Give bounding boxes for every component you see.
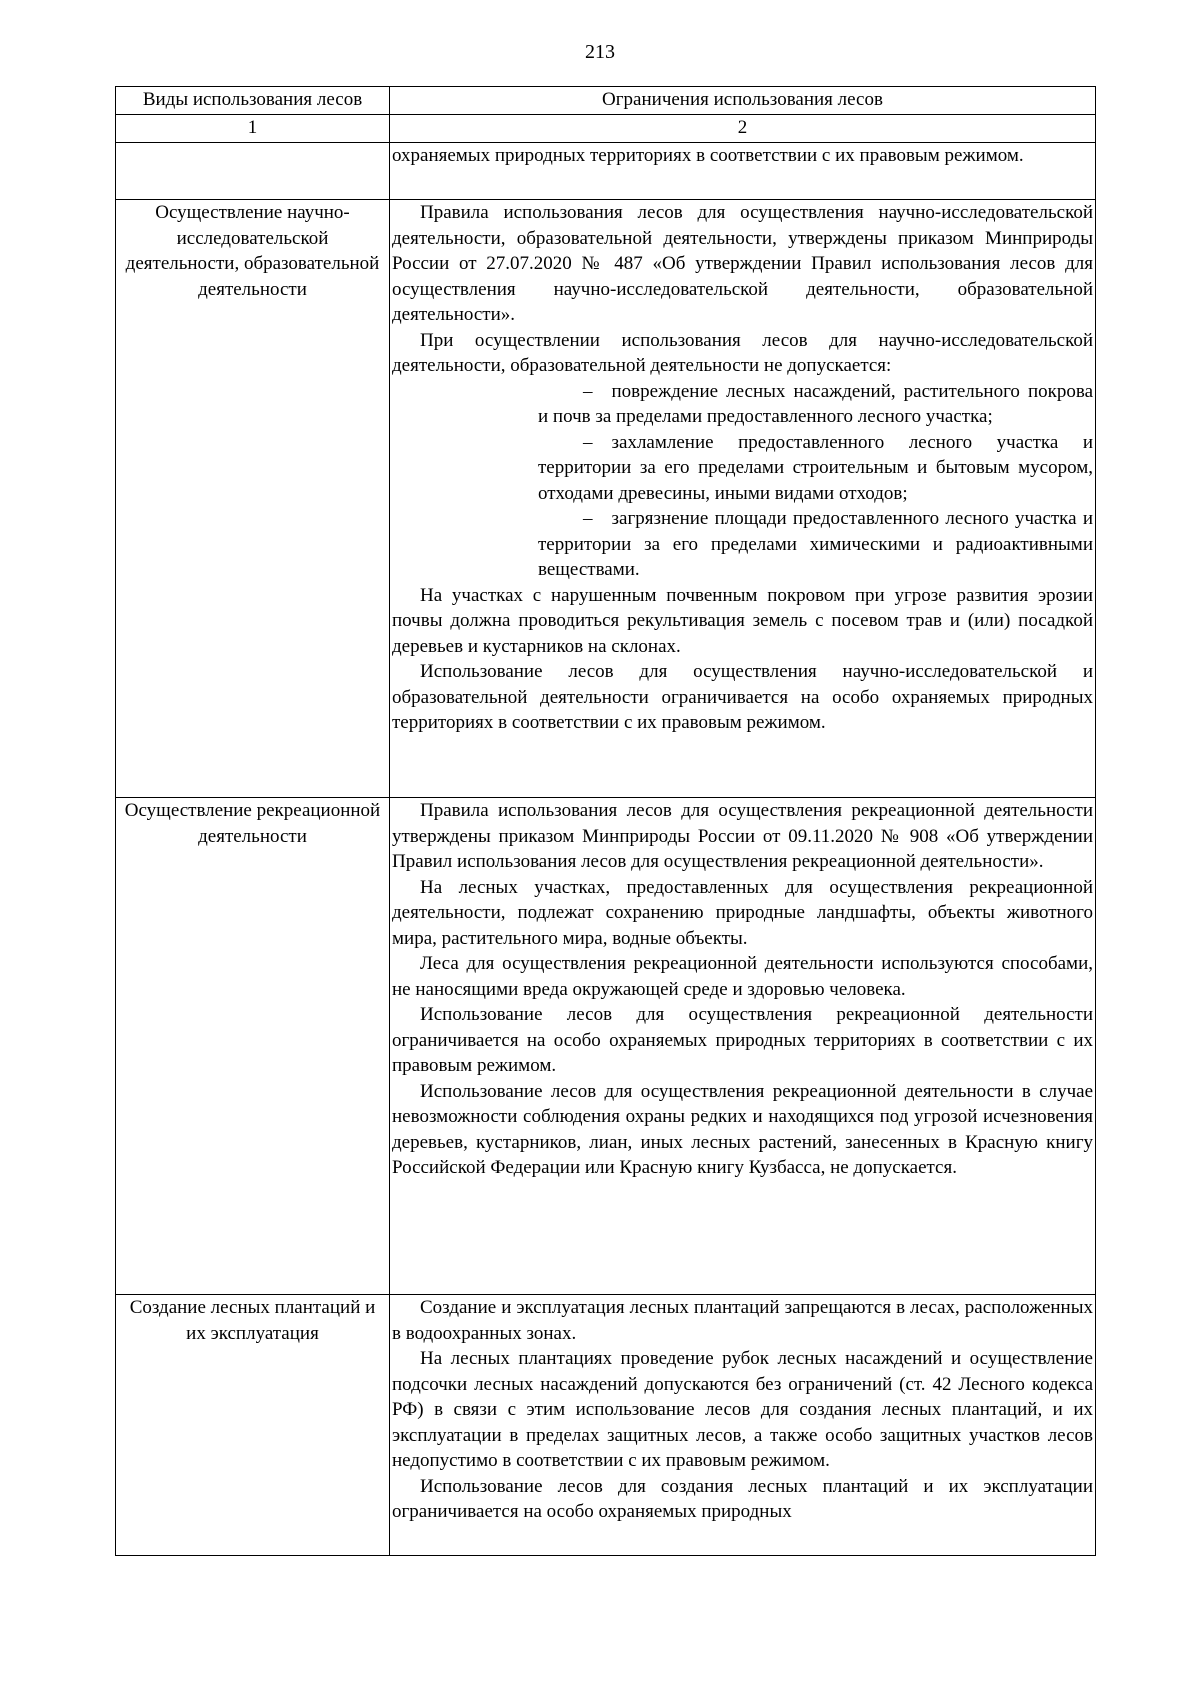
table-row bbox=[116, 200, 1096, 798]
dash-list-item: – захламление предоставленного лесного участка и территории за его пределами строительным и бытовым мусором, отходами древесины, иными видами отходов; bbox=[538, 431, 1093, 504]
paragraph: На участках с нарушенным почвенным покровом при угрозе развития эрозии почвы должна проводиться рекультивация земель с посевом трав и (или) посадкой деревьев и кустарников на склонах. bbox=[392, 584, 1093, 657]
paragraph: Леса для осуществления рекреационной деятельности используются способами, не наносящими вреда окружающей среде и здоровью человека. bbox=[392, 953, 1093, 1000]
dash-list-item: – повреждение лесных насаждений, растительного покрова и почв за пределами предоставленного лесного участка; bbox=[538, 380, 1093, 427]
use-type-cell: Осуществление рекреационной деятельности bbox=[116, 798, 390, 1295]
header-restrictions: Ограничения использования лесов bbox=[390, 87, 1096, 115]
paragraph: Создание и эксплуатация лесных плантаций запрещаются в лесах, расположенных в водоохранных зонах. bbox=[392, 1297, 1093, 1344]
forest-use-restrictions-table bbox=[115, 86, 1096, 1556]
page-number: 213 bbox=[585, 41, 615, 63]
dash-list-item: – загрязнение площади предоставленного лесного участка и территории за его пределами химическими и радиоактивными веществами. bbox=[538, 508, 1093, 580]
restrictions-cell bbox=[390, 143, 1096, 200]
table-header-row bbox=[116, 87, 1096, 115]
table-row bbox=[116, 1295, 1096, 1556]
paragraph: Правила использования лесов для осуществления рекреационной деятельности утверждены приказом Минприроды России от 09.11.2020 № 908 «Об утверждении Правил использования лесов для осуществления рекреационной деятельности». bbox=[392, 800, 1093, 872]
column-number-1: 1 bbox=[116, 115, 390, 143]
column-number-2: 2 bbox=[390, 115, 1096, 143]
table-row bbox=[116, 143, 1096, 200]
paragraph: Использование лесов для осуществления научно-исследовательской и образовательной деятельности ограничивается на особо охраняемых природных территориях в соответствии с их правовым режимом. bbox=[392, 661, 1093, 733]
paragraph: Использование лесов для осуществления рекреационной деятельности ограничивается на особо охраняемых природных территориях в соответствии с их правовым режимом. bbox=[392, 1004, 1093, 1076]
paragraph: Использование лесов для осуществления рекреационной деятельности в случае невозможности соблюдения охраны редких и находящихся под угрозой исчезновения деревьев, кустарников, лиан, иных лесных растений, занесенных в Красную книгу Российской Федерации или Красную книгу Кузбасса, не допускается. bbox=[392, 1080, 1093, 1178]
paragraph: На лесных участках, предоставленных для осуществления рекреационной деятельности, подлежат сохранению природные ландшафты, объекты животного мира, растительного мира, водные объекты. bbox=[392, 876, 1093, 949]
use-type-cell bbox=[116, 143, 390, 200]
paragraph: На лесных плантациях проведение рубок лесных насаждений и осуществление подсочки лесных насаждений допускаются без ограничений (ст. 42 Лесного кодекса РФ) в связи с этим использование лесов для создания лесных плантаций, и их эксплуатации в пределах защитных лесов, а также особо защитных участков лесов недопустимо в соответствии с их правовым режимом. bbox=[392, 1348, 1093, 1471]
table-row bbox=[116, 798, 1096, 1295]
restrictions-cell bbox=[390, 798, 1096, 1295]
use-type-cell: Осуществление научно-исследовательской деятельности, образовательной деятельности bbox=[116, 200, 390, 798]
column-number-row bbox=[116, 115, 1096, 143]
use-type-cell: Создание лесных плантаций и их эксплуатация bbox=[116, 1295, 390, 1556]
restrictions-cell bbox=[390, 200, 1096, 798]
paragraph: охраняемых природных территориях в соответствии с их правовым режимом. bbox=[392, 145, 1024, 166]
paragraph: Использование лесов для создания лесных плантаций и их эксплуатации ограничивается на особо охраняемых природных bbox=[392, 1475, 1093, 1522]
paragraph: При осуществлении использования лесов для научно-исследовательской деятельности, образовательной деятельности не допускается: bbox=[392, 329, 1093, 376]
restrictions-cell bbox=[390, 1295, 1096, 1556]
header-use-types: Виды использования лесов bbox=[116, 87, 390, 115]
paragraph: Правила использования лесов для осуществления научно-исследовательской деятельности, образовательной деятельности, утверждены приказом Минприроды России от 27.07.2020 № 487 «Об утверждении Правил использования лесов для осуществления научно-исследовательской деятельности, образовательной деятельности». bbox=[392, 202, 1093, 325]
